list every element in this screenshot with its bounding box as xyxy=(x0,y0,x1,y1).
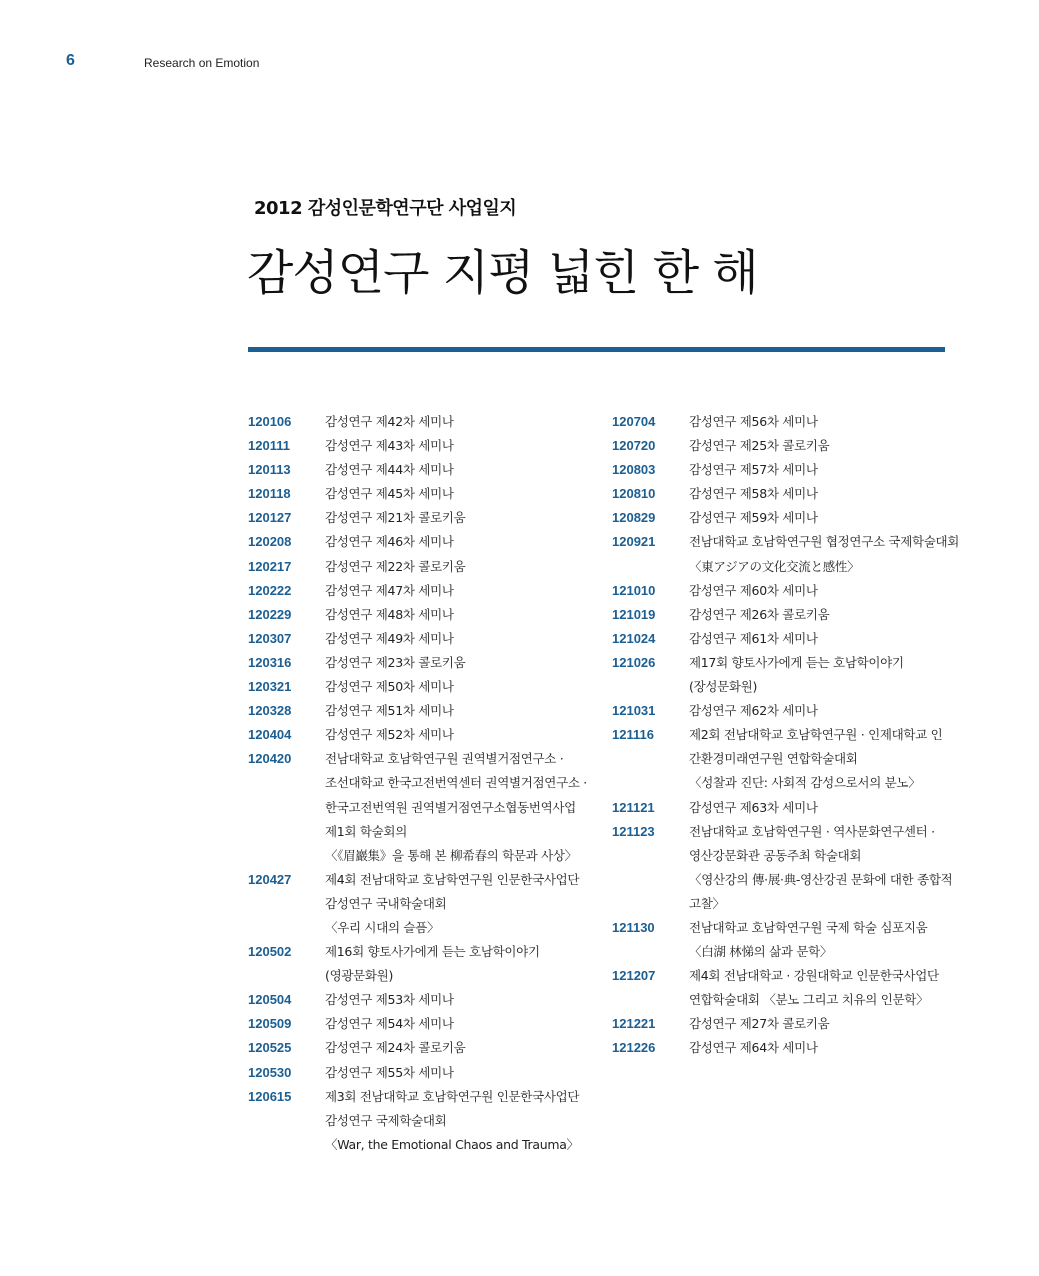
entry-description xyxy=(325,410,454,434)
entry-date: 120525 xyxy=(248,1040,292,1056)
entry-line: 영산강문화관 공동주최 학술대회 xyxy=(689,847,862,863)
entry-date: 120404 xyxy=(248,727,292,743)
schedule-entry xyxy=(248,1012,588,1036)
entry-description xyxy=(325,1061,454,1085)
schedule-entry xyxy=(248,651,588,675)
entry-description xyxy=(689,627,818,651)
entry-line: 감성연구 제21차 콜로키움 xyxy=(325,510,466,526)
entry-line: 전남대학교 호남학연구원 · 역사문화연구센터 · xyxy=(689,823,935,839)
entry-description xyxy=(689,651,904,699)
entry-description xyxy=(325,675,454,699)
entry-line: 감성연구 제25차 콜로키움 xyxy=(689,438,830,454)
entry-line: 한국고전번역원 권역별거점연구소협동번역사업 xyxy=(325,799,576,815)
entry-line: 전남대학교 호남학연구원 국제 학술 심포지움 xyxy=(689,919,928,935)
entry-line: 감성연구 제27차 콜로키움 xyxy=(689,1016,830,1032)
entry-line: (영광문화원) xyxy=(325,968,394,984)
entry-description xyxy=(325,940,540,988)
entry-line: 전남대학교 호남학연구원 권역별거점연구소 · xyxy=(325,751,564,767)
schedule-entry xyxy=(612,579,952,603)
entry-line: 감성연구 제61차 세미나 xyxy=(689,630,818,646)
entry-date: 120803 xyxy=(612,462,656,478)
schedule-entry xyxy=(612,796,952,820)
entry-line: (장성문화원) xyxy=(689,679,758,695)
entry-date: 120307 xyxy=(248,630,292,646)
entry-date: 121031 xyxy=(612,703,656,719)
entry-line: 감성연구 제23차 콜로키움 xyxy=(325,654,466,670)
schedule-entry xyxy=(612,603,952,627)
entry-date: 121121 xyxy=(612,799,655,815)
entry-description xyxy=(689,723,942,795)
entry-date: 120921 xyxy=(612,534,656,550)
schedule-entry xyxy=(612,916,952,964)
entry-line: 감성연구 제51차 세미나 xyxy=(325,703,454,719)
running-head: Research on Emotion xyxy=(144,56,260,70)
entry-date: 120113 xyxy=(248,462,291,478)
entry-line: 제3회 전남대학교 호남학연구원 인문한국사업단 xyxy=(325,1088,580,1104)
entry-date: 121010 xyxy=(612,582,656,598)
entry-description xyxy=(689,1012,829,1036)
schedule-entry xyxy=(612,506,952,530)
entry-line: 〈《眉巖集》을 통해 본 柳希春의 학문과 사상〉 xyxy=(325,847,577,863)
entry-date: 121116 xyxy=(612,727,654,743)
entry-description xyxy=(689,579,818,603)
entry-line: 감성연구 제62차 세미나 xyxy=(689,703,818,719)
entry-description xyxy=(325,699,454,723)
schedule-entry xyxy=(612,820,952,916)
entry-date: 120810 xyxy=(612,486,656,502)
schedule-entry xyxy=(248,988,588,1012)
entry-date: 120217 xyxy=(248,558,292,574)
entry-line: 조선대학교 한국고전번역센터 권역별거점연구소 · xyxy=(325,775,587,791)
entry-date: 120720 xyxy=(612,438,656,454)
entry-line: 감성연구 제49차 세미나 xyxy=(325,630,454,646)
entry-line: 감성연구 제26차 콜로키움 xyxy=(689,606,830,622)
entry-description xyxy=(325,603,454,627)
entry-line: 감성연구 제22차 콜로키움 xyxy=(325,558,466,574)
entry-date: 120502 xyxy=(248,944,292,960)
entry-description xyxy=(325,530,454,554)
entry-date: 120829 xyxy=(612,510,656,526)
entry-line: 감성연구 제63차 세미나 xyxy=(689,799,818,815)
entry-description xyxy=(325,555,465,579)
entry-description xyxy=(689,796,818,820)
schedule-entry xyxy=(612,458,952,482)
entry-date: 121207 xyxy=(612,968,656,984)
entry-line: 제1회 학술회의 xyxy=(325,823,407,839)
entry-line: 감성연구 제56차 세미나 xyxy=(689,414,818,429)
entry-date: 120530 xyxy=(248,1064,292,1080)
schedule-entry xyxy=(612,482,952,506)
entry-description xyxy=(325,506,465,530)
schedule-entry xyxy=(248,627,588,651)
entry-line: 감성연구 국내학술대회 xyxy=(325,895,447,911)
page-subtitle: 2012 감성인문학연구단 사업일지 xyxy=(254,198,517,219)
entry-line: 〈성찰과 진단: 사회적 감성으로서의 분노〉 xyxy=(689,775,921,791)
entry-description xyxy=(689,916,927,964)
schedule-entry xyxy=(248,555,588,579)
entry-line: 전남대학교 호남학연구원 협정연구소 국제학술대회 xyxy=(689,534,960,550)
entry-line: 간환경미래연구원 연합학술대회 xyxy=(689,751,858,767)
entry-description xyxy=(325,434,454,458)
schedule-entry xyxy=(248,603,588,627)
entry-date: 121019 xyxy=(612,606,656,622)
entry-date: 120427 xyxy=(248,871,292,887)
entry-date: 121130 xyxy=(612,919,655,935)
entry-line: 연합학술대회 〈분노 그리고 치유의 인문학〉 xyxy=(689,992,929,1008)
schedule-entry xyxy=(248,458,588,482)
entry-date: 120208 xyxy=(248,534,292,550)
schedule-entry xyxy=(248,868,588,940)
entry-line: 〈War, the Emotional Chaos and Trauma〉 xyxy=(325,1136,579,1152)
entry-line: 감성연구 제47차 세미나 xyxy=(325,582,454,598)
entry-line: 제4회 전남대학교 · 강원대학교 인문한국사업단 xyxy=(689,968,939,984)
schedule-entry xyxy=(612,410,952,434)
entry-date: 120328 xyxy=(248,703,292,719)
entry-line: 제2회 전남대학교 호남학연구원 · 인제대학교 인 xyxy=(689,727,943,743)
entry-description xyxy=(689,434,829,458)
entry-line: 감성연구 제50차 세미나 xyxy=(325,679,454,695)
entry-description xyxy=(325,627,454,651)
entry-date: 120222 xyxy=(248,582,292,598)
entry-description xyxy=(325,1012,454,1036)
schedule-entry xyxy=(248,723,588,747)
entry-line: 제4회 전남대학교 호남학연구원 인문한국사업단 xyxy=(325,871,580,887)
entry-date: 121123 xyxy=(612,823,655,839)
entry-line: 제17회 향토사가에게 듣는 호남학이야기 xyxy=(689,654,904,670)
entry-line: 감성연구 제42차 세미나 xyxy=(325,414,454,429)
schedule-entry xyxy=(612,723,952,795)
entry-date: 121226 xyxy=(612,1040,656,1056)
entry-date: 120321 xyxy=(248,679,292,695)
entry-line: 감성연구 제52차 세미나 xyxy=(325,727,454,743)
entry-description xyxy=(325,747,587,867)
page-title: 감성연구 지평 넓힌 한 해 xyxy=(247,245,758,301)
entry-date: 120704 xyxy=(612,414,656,429)
entry-line: 감성연구 제60차 세미나 xyxy=(689,582,818,598)
entry-date: 120106 xyxy=(248,414,292,429)
entry-description xyxy=(689,964,939,1012)
schedule-entry xyxy=(612,964,952,1012)
schedule-entry xyxy=(612,699,952,723)
entry-date: 121221 xyxy=(612,1016,656,1032)
entry-line: 감성연구 제57차 세미나 xyxy=(689,462,818,478)
entry-description xyxy=(689,458,818,482)
schedule-entry xyxy=(248,506,588,530)
entry-date: 120615 xyxy=(248,1088,292,1104)
entry-date: 120229 xyxy=(248,606,292,622)
entry-line: 감성연구 제64차 세미나 xyxy=(689,1040,818,1056)
entry-line: 감성연구 제54차 세미나 xyxy=(325,1016,454,1032)
entry-line: 고찰〉 xyxy=(689,895,725,911)
entry-line: 감성연구 제24차 콜로키움 xyxy=(325,1040,466,1056)
schedule-column-left xyxy=(248,410,588,1157)
schedule-entry xyxy=(612,651,952,699)
entry-line: 감성연구 제44차 세미나 xyxy=(325,462,454,478)
entry-line: 감성연구 제59차 세미나 xyxy=(689,510,818,526)
entry-date: 120111 xyxy=(248,438,290,454)
entry-date: 121026 xyxy=(612,654,656,670)
entry-description xyxy=(689,506,818,530)
schedule-entry xyxy=(248,1036,588,1060)
entry-description xyxy=(325,651,465,675)
entry-line: 감성연구 제43차 세미나 xyxy=(325,438,454,454)
entry-description xyxy=(689,482,818,506)
entry-line: 〈白湖 林悌의 삶과 문학〉 xyxy=(689,944,833,960)
entry-description xyxy=(325,723,454,747)
entry-date: 120316 xyxy=(248,654,292,670)
entry-line: 감성연구 제46차 세미나 xyxy=(325,534,454,550)
entry-line: 감성연구 제48차 세미나 xyxy=(325,606,454,622)
schedule-entry xyxy=(248,482,588,506)
schedule-entry xyxy=(248,410,588,434)
schedule-entry xyxy=(612,1036,952,1060)
entry-line: 〈우리 시대의 슬픔〉 xyxy=(325,919,440,935)
entry-date: 120504 xyxy=(248,992,292,1008)
schedule-column-right xyxy=(612,410,960,1061)
entry-line: 감성연구 국제학술대회 xyxy=(325,1112,447,1128)
entry-line: 〈영산강의 傳·展·典-영산강권 문화에 대한 종합적 xyxy=(689,871,953,887)
entry-description xyxy=(689,410,818,434)
entry-description xyxy=(325,1036,465,1060)
schedule-entry xyxy=(612,627,952,651)
schedule-entry xyxy=(248,675,588,699)
page-number: 6 xyxy=(66,52,75,69)
entry-line: 감성연구 제45차 세미나 xyxy=(325,486,454,502)
schedule-entry xyxy=(612,1012,952,1036)
entry-description xyxy=(325,482,454,506)
entry-date: 120420 xyxy=(248,751,292,767)
schedule-entry xyxy=(248,940,588,988)
schedule-entry xyxy=(248,699,588,723)
schedule-entry xyxy=(248,530,588,554)
schedule-entry xyxy=(612,434,952,458)
entry-date: 121024 xyxy=(612,630,656,646)
entry-description xyxy=(689,699,818,723)
entry-description xyxy=(325,579,454,603)
entry-line: 〈東アジアの文化交流と感性〉 xyxy=(689,558,860,574)
entry-line: 감성연구 제58차 세미나 xyxy=(689,486,818,502)
entry-date: 120118 xyxy=(248,486,291,502)
entry-line: 감성연구 제53차 세미나 xyxy=(325,992,454,1008)
schedule-entry xyxy=(248,1085,588,1157)
entry-description xyxy=(325,868,579,940)
entry-date: 120127 xyxy=(248,510,292,526)
entry-description xyxy=(689,603,829,627)
entry-description xyxy=(689,820,952,916)
schedule-entry xyxy=(248,1061,588,1085)
schedule-entry xyxy=(248,579,588,603)
entry-line: 감성연구 제55차 세미나 xyxy=(325,1064,454,1080)
entry-description xyxy=(689,1036,818,1060)
entry-line: 제16회 향토사가에게 듣는 호남학이야기 xyxy=(325,944,540,960)
entry-description xyxy=(325,458,454,482)
entry-description xyxy=(325,1085,579,1157)
entry-description xyxy=(689,530,959,578)
title-divider xyxy=(248,347,945,352)
entry-description xyxy=(325,988,454,1012)
entry-date: 120509 xyxy=(248,1016,292,1032)
schedule-entry xyxy=(248,747,588,867)
schedule-entry xyxy=(248,434,588,458)
schedule-entry xyxy=(612,530,960,578)
